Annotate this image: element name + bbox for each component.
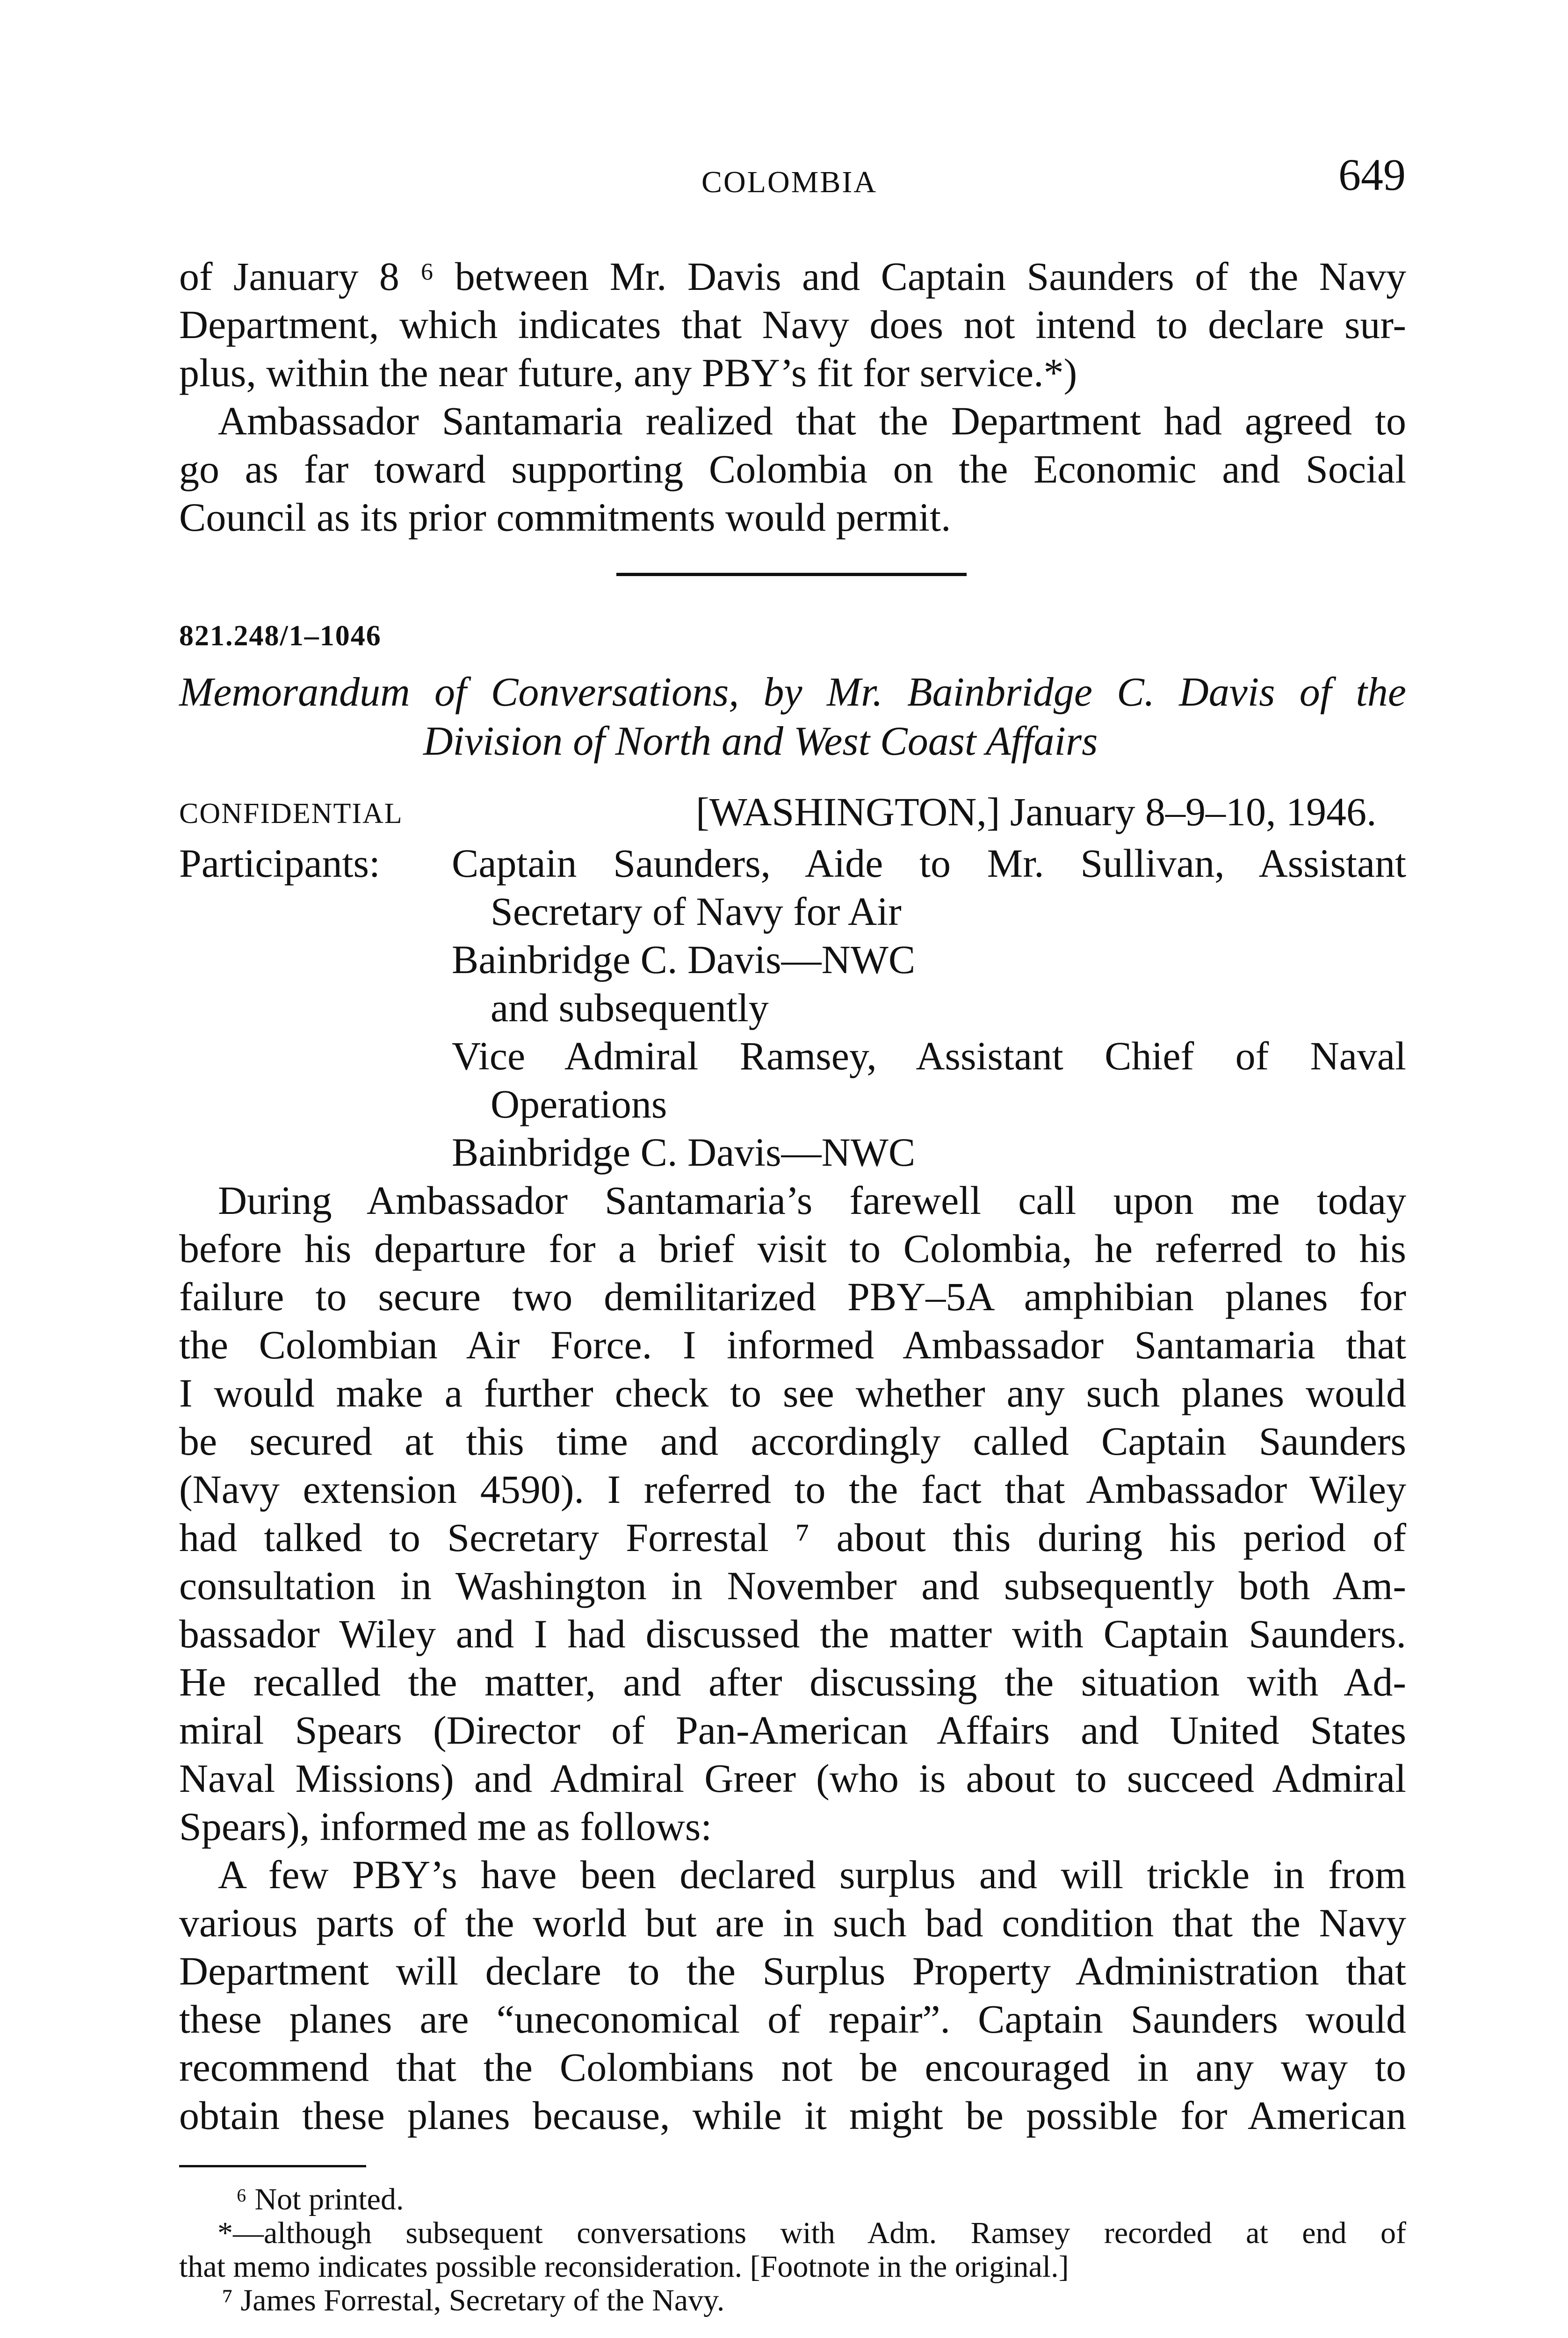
text-line: bassador Wiley and I had discussed the matter with Captain Saunders. xyxy=(179,1611,1406,1656)
text-line: miral Spears (Director of Pan-American Affairs and United States xyxy=(179,1708,1406,1753)
text-line: these planes are “uneconomical of repair”. Captain Saunders would xyxy=(179,1997,1406,2042)
footnote-7: ⁷ James Forrestal, Secretary of the Navy. xyxy=(222,2283,725,2317)
text-line: recommend that the Colombians not be encouraged in any way to xyxy=(179,2045,1406,2090)
participant-line: Vice Admiral Ramsey, Assistant Chief of Naval xyxy=(452,1033,1406,1078)
memo-title-line-1: Memorandum of Conversations, by Mr. Bainbridge C. Davis of the xyxy=(179,670,1406,715)
running-header-title: COLOMBIA xyxy=(701,165,878,199)
text-line: During Ambassador Santamaria’s farewell call upon me today xyxy=(218,1178,1406,1223)
text-line: consultation in Washington in November and subsequently both Am- xyxy=(179,1563,1406,1608)
footnote-6: ⁶ Not printed. xyxy=(236,2182,404,2216)
text-line: of January 8 ⁶ between Mr. Davis and Captain Saunders of the Navy xyxy=(179,254,1406,299)
text-line: Ambassador Santamaria realized that the Department had agreed to xyxy=(218,398,1406,443)
text-line: plus, within the near future, any PBY’s fit for service.*) xyxy=(179,350,1077,395)
participant-line: Captain Saunders, Aide to Mr. Sullivan, Assistant xyxy=(452,841,1406,886)
file-number: 821.248/1–1046 xyxy=(179,620,382,652)
text-line: failure to secure two demilitarized PBY–5A amphibian planes for xyxy=(179,1274,1406,1319)
footnote-asterisk-line-2: that memo indicates possible reconsideration. [Footnote in the original.] xyxy=(179,2250,1069,2284)
text-line: Spears), informed me as follows: xyxy=(179,1804,712,1849)
text-line: Department will declare to the Surplus Property Administration that xyxy=(179,1948,1406,1993)
text-line: the Colombian Air Force. I informed Ambassador Santamaria that xyxy=(179,1322,1406,1367)
participant-line: Bainbridge C. Davis—NWC xyxy=(452,937,916,982)
text-line: Naval Missions) and Admiral Greer (who is about to succeed Admiral xyxy=(179,1756,1406,1801)
participant-line: and subsequently xyxy=(491,985,769,1030)
footnote-divider xyxy=(179,2165,366,2167)
text-line: before his departure for a brief visit to Colombia, he referred to his xyxy=(179,1226,1406,1271)
place-date: [WASHINGTON,] January 8–9–10, 1946. xyxy=(696,789,1377,834)
footnote-asterisk-line-1: *—although subsequent conversations with Adm. Ramsey recorded at end of xyxy=(217,2216,1406,2250)
text-line: A few PBY’s have been declared surplus and will trickle in from xyxy=(218,1852,1406,1897)
page-number: 649 xyxy=(1338,150,1406,200)
section-divider xyxy=(616,573,967,576)
text-line: had talked to Secretary Forrestal ⁷ about this during his period of xyxy=(179,1515,1406,1560)
classification-label: CONFIDENTIAL xyxy=(179,798,403,830)
participant-line: Operations xyxy=(491,1082,667,1126)
text-line: Council as its prior commitments would permit. xyxy=(179,495,951,540)
memo-title-line-2: Division of North and West Coast Affairs xyxy=(423,719,1098,764)
participant-line: Secretary of Navy for Air xyxy=(491,889,902,934)
text-line: be secured at this time and accordingly called Captain Saunders xyxy=(179,1419,1406,1464)
text-line: He recalled the matter, and after discussing the situation with Ad- xyxy=(179,1660,1406,1704)
text-line: (Navy extension 4590). I referred to the fact that Ambassador Wiley xyxy=(179,1467,1406,1512)
text-line: obtain these planes because, while it might be possible for American xyxy=(179,2093,1406,2138)
text-line: I would make a further check to see whether any such planes would xyxy=(179,1371,1406,1415)
text-line: Department, which indicates that Navy does not intend to declare sur- xyxy=(179,302,1406,347)
text-line: go as far toward supporting Colombia on the Economic and Social xyxy=(179,447,1406,491)
participant-line: Bainbridge C. Davis—NWC xyxy=(452,1130,916,1175)
text-line: various parts of the world but are in such bad condition that the Navy xyxy=(179,1900,1406,1945)
participants-label: Participants: xyxy=(179,841,380,886)
